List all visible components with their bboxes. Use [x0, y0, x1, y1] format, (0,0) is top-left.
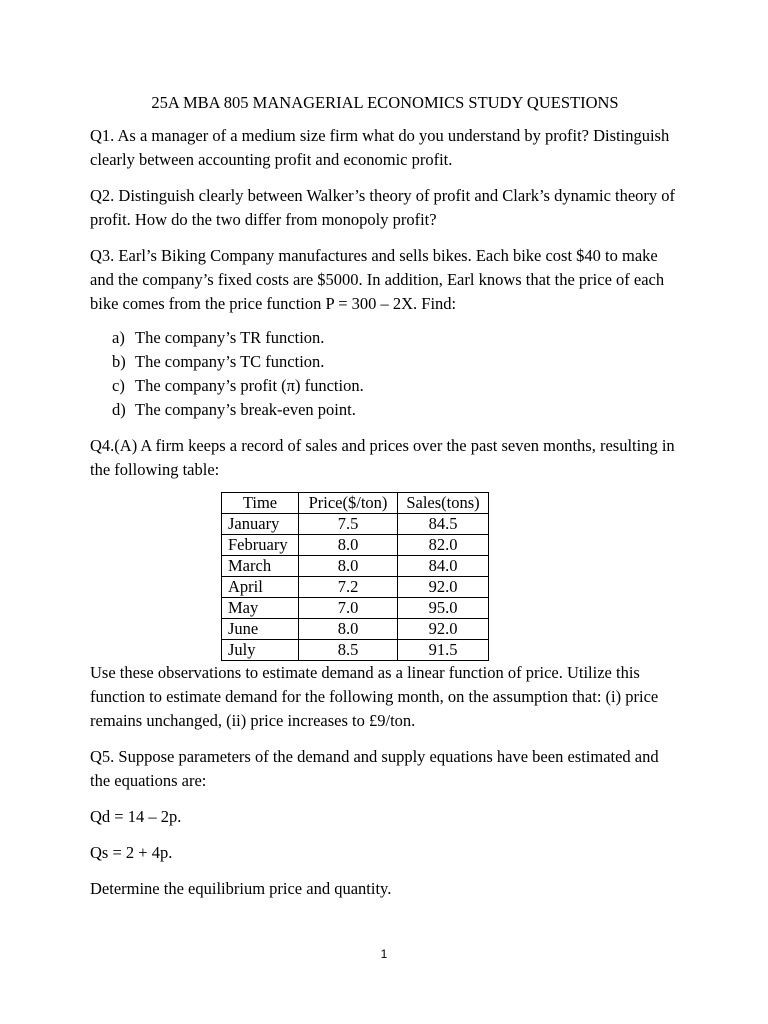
cell-sales: 84.0	[398, 556, 489, 577]
table-row	[222, 577, 489, 598]
document-page	[90, 91, 680, 913]
question-4-intro: Q4.(A) A firm keeps a record of sales and prices over the past seven months, resulting in the following table:	[90, 436, 675, 479]
question-3-list	[90, 326, 680, 422]
list-item-text: The company’s break-even point.	[135, 400, 356, 419]
question-1: Q1. As a manager of a medium size firm what do you understand by profit? Distinguish clearly between accounting profit and economic profit.	[90, 126, 670, 169]
cell-time: March	[222, 556, 299, 577]
list-item-text: The company’s profit (π) function.	[135, 376, 364, 395]
table-row	[222, 514, 489, 535]
table-row	[222, 598, 489, 619]
demand-equation: Qd = 14 – 2p.	[90, 807, 182, 826]
question-5: Q5. Suppose parameters of the demand and supply equations have been estimated and the equations are:	[90, 747, 659, 790]
sales-price-table	[221, 492, 489, 661]
cell-price: 7.0	[299, 598, 398, 619]
cell-price: 8.0	[299, 556, 398, 577]
cell-price: 8.0	[299, 535, 398, 556]
table-row	[222, 619, 489, 640]
cell-time: February	[222, 535, 299, 556]
cell-sales: 95.0	[398, 598, 489, 619]
cell-time: May	[222, 598, 299, 619]
cell-price: 7.5	[299, 514, 398, 535]
table-row	[222, 640, 489, 661]
list-item	[90, 326, 680, 350]
cell-sales: 91.5	[398, 640, 489, 661]
question-3: Q3. Earl’s Biking Company manufactures and sells bikes. Each bike cost $40 to make and the company’s fixed costs are $5000. In addition, Earl knows that the price of each bike comes from the price function P = 300 – 2X. Find:	[90, 246, 665, 313]
list-marker: a)	[112, 328, 125, 347]
cell-price: 8.5	[299, 640, 398, 661]
column-header-sales: Sales(tons)	[398, 493, 489, 514]
cell-time: July	[222, 640, 299, 661]
page-title: 25A MBA 805 MANAGERIAL ECONOMICS STUDY QUESTIONS	[151, 93, 619, 112]
cell-price: 7.2	[299, 577, 398, 598]
question-5-task: Determine the equilibrium price and quantity.	[90, 879, 392, 898]
list-item-text: The company’s TR function.	[135, 328, 325, 347]
list-item-text: The company’s TC function.	[135, 352, 325, 371]
table-row	[222, 556, 489, 577]
list-marker: c)	[112, 376, 125, 395]
cell-time: January	[222, 514, 299, 535]
cell-sales: 92.0	[398, 619, 489, 640]
question-4-task: Use these observations to estimate demand as a linear function of price. Utilize this function to estimate demand for the following month, on the assumption that: (i) price remains unchanged, (ii) price increases to £9/ton.	[90, 663, 659, 730]
cell-time: April	[222, 577, 299, 598]
list-marker: b)	[112, 352, 126, 371]
cell-price: 8.0	[299, 619, 398, 640]
list-item	[90, 374, 680, 398]
list-item	[90, 350, 680, 374]
table-row	[222, 535, 489, 556]
column-header-price: Price($/ton)	[299, 493, 398, 514]
supply-equation: Qs = 2 + 4p.	[90, 843, 173, 862]
cell-sales: 84.5	[398, 514, 489, 535]
list-marker: d)	[112, 400, 126, 419]
column-header-time: Time	[222, 493, 299, 514]
table-header-row	[222, 493, 489, 514]
question-2: Q2. Distinguish clearly between Walker’s theory of profit and Clark’s dynamic theory of profit. How do the two differ from monopoly profit?	[90, 186, 676, 229]
cell-time: June	[222, 619, 299, 640]
page-number: 1	[380, 947, 388, 961]
cell-sales: 92.0	[398, 577, 489, 598]
list-item	[90, 398, 680, 422]
cell-sales: 82.0	[398, 535, 489, 556]
